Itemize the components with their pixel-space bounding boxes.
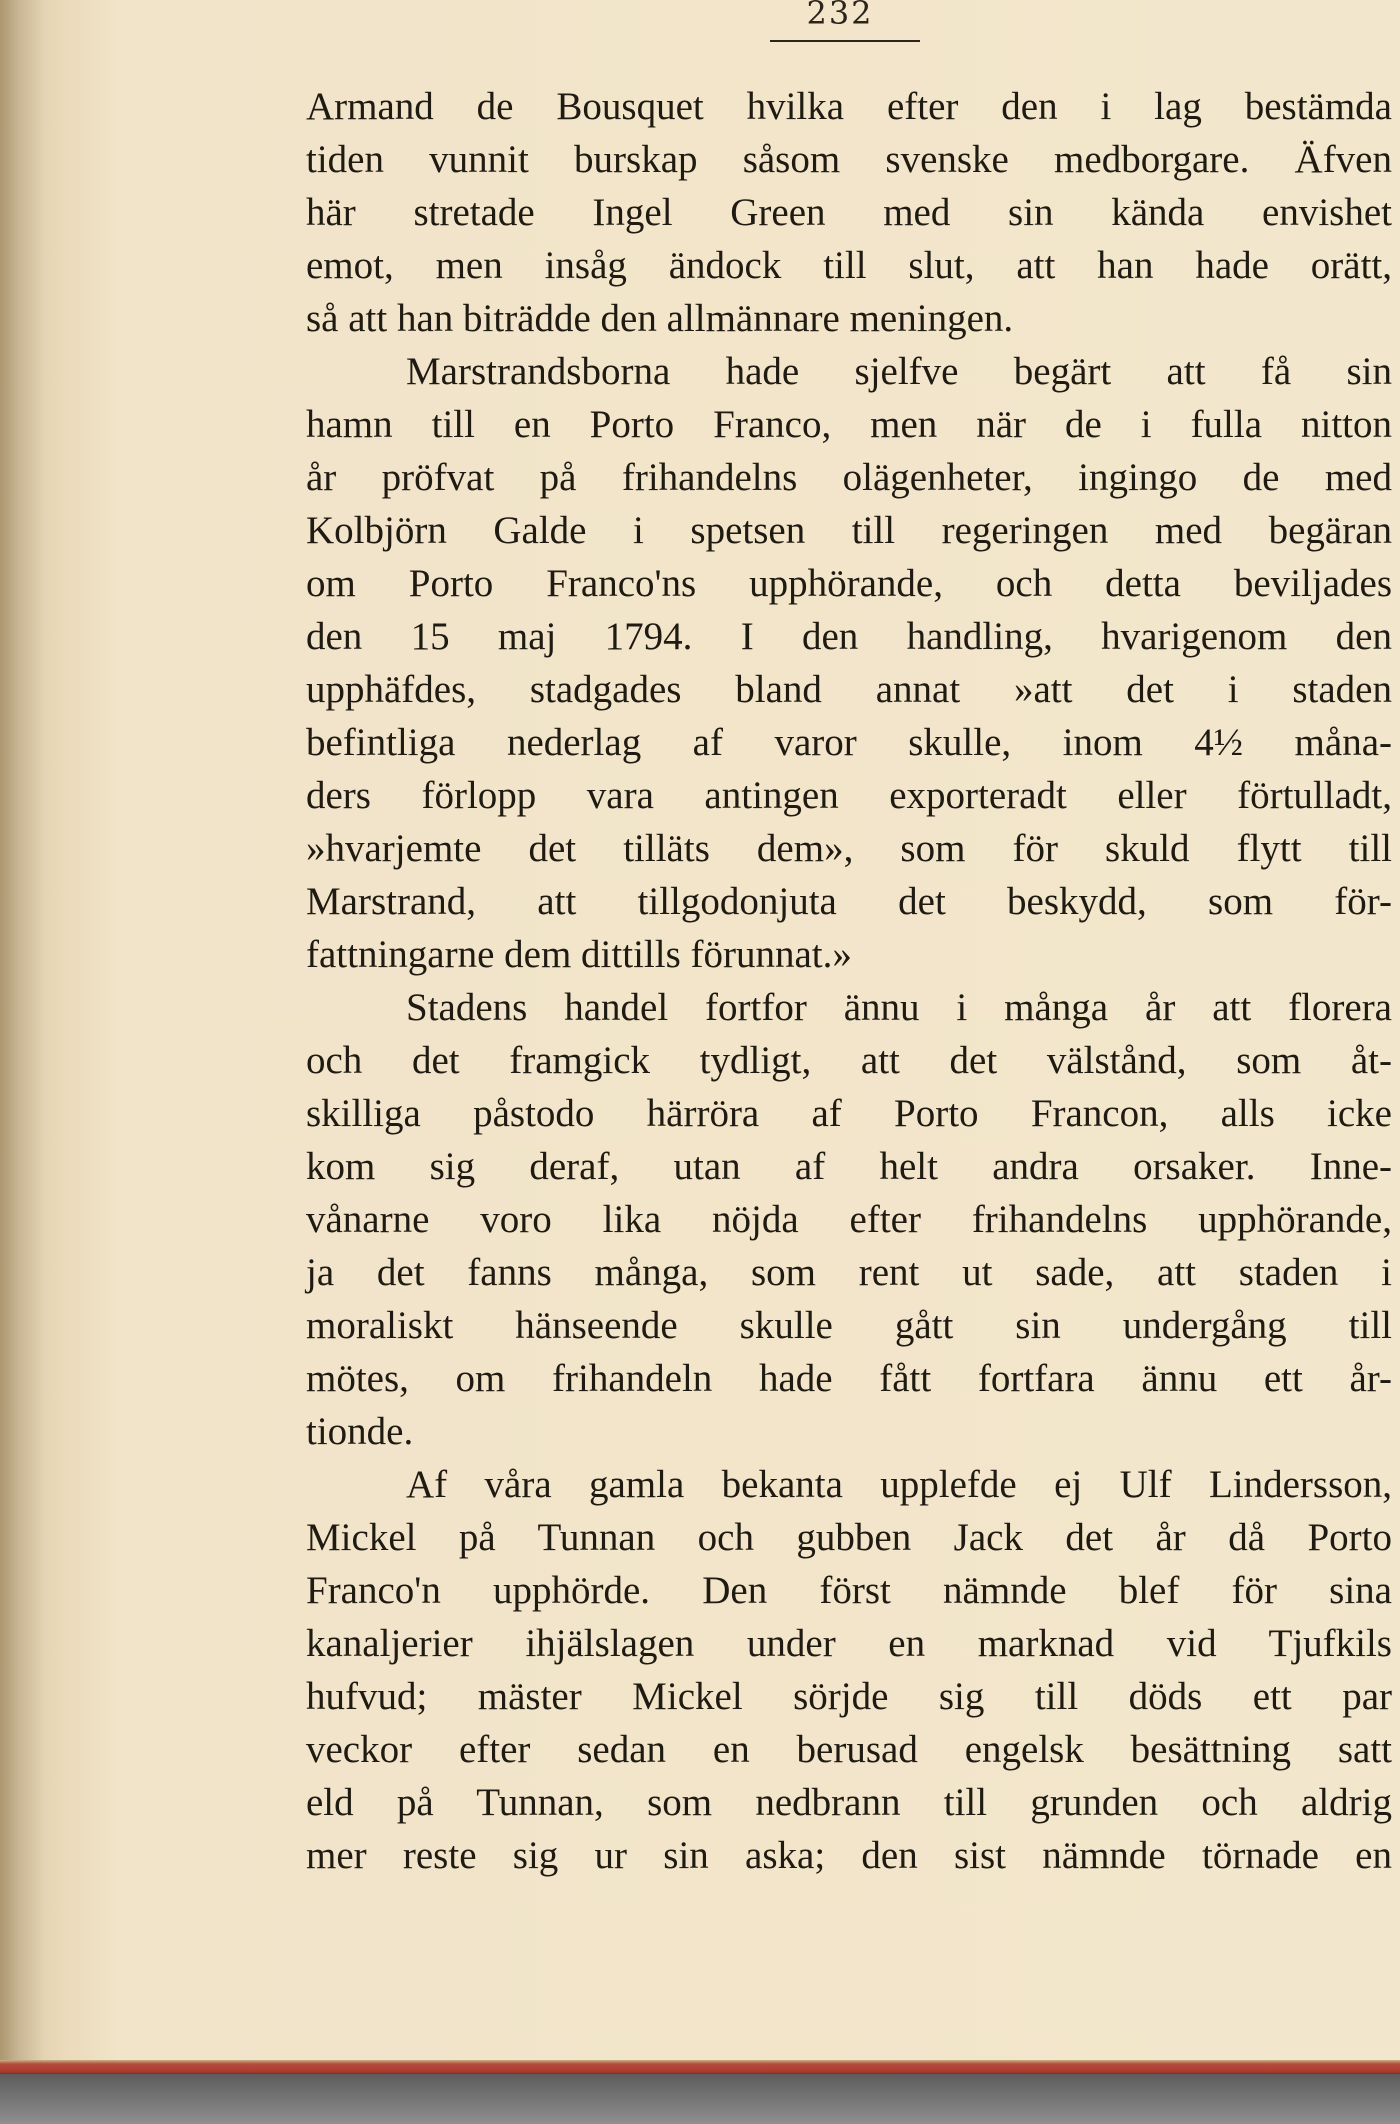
text-line: Af våra gamla bekanta upplefde ej Ulf Lindersson, <box>406 1463 1392 1506</box>
text-line: hamn till en Porto Franco, men när de i fulla nitton <box>306 403 1392 446</box>
text-line: kanaljerier ihjälslagen under en marknad vid Tjufkils <box>306 1622 1392 1665</box>
text-line: vånarne voro lika nöjda efter frihandelns upphörande, <box>306 1198 1392 1241</box>
text-line: veckor efter sedan en berusad engelsk besättning satt <box>306 1728 1392 1771</box>
text-line: så att han biträdde den allmännare meningen. <box>306 297 1014 340</box>
text-line: emot, men insåg ändock till slut, att han hade orätt, <box>306 244 1392 287</box>
paragraph <box>306 981 1392 1458</box>
text-line: Kolbjörn Galde i spetsen till regeringen med begäran <box>306 509 1392 552</box>
text-line: Armand de Bousquet hvilka efter den i lag bestämda <box>306 85 1392 128</box>
text-line: ders förlopp vara antingen exporteradt eller förtulladt, <box>306 774 1392 817</box>
text-line: och det framgick tydligt, att det välstånd, som åt- <box>306 1039 1392 1082</box>
text-line: Stadens handel fortfor ännu i många år att florera <box>406 986 1392 1029</box>
text-line: skilliga påstodo härröra af Porto Francon, alls icke <box>306 1092 1392 1135</box>
text-line: mötes, om frihandeln hade fått fortfara ännu ett år- <box>306 1357 1392 1400</box>
text-line: tionde. <box>306 1410 414 1453</box>
text-line: ja det fanns många, som rent ut sade, att staden i <box>306 1251 1392 1294</box>
page-number: 232 <box>806 0 874 32</box>
paragraph <box>306 345 1392 981</box>
header-rule <box>770 40 920 42</box>
text-line: om Porto Franco'ns upphörande, och detta beviljades <box>306 562 1392 605</box>
text-line: här stretade Ingel Green med sin kända envishet <box>306 191 1392 234</box>
text-line: tiden vunnit burskap såsom svenske medborgare. Äfven <box>306 138 1392 181</box>
text-line: »hvarjemte det tilläts dem», som för skuld flytt till <box>306 827 1392 870</box>
text-line: kom sig deraf, utan af helt andra orsaker. Inne- <box>306 1145 1392 1188</box>
text-line: år pröfvat på frihandelns olägenheter, ingingo de med <box>306 456 1392 499</box>
background-surface <box>0 2074 1400 2124</box>
text-line: Marstrandsborna hade sjelfve begärt att få sin <box>406 350 1392 393</box>
text-line: mer reste sig ur sin aska; den sist nämnde törnade en <box>306 1834 1392 1877</box>
text-line: eld på Tunnan, som nedbrann till grunden och aldrig <box>306 1781 1392 1824</box>
text-line: Mickel på Tunnan och gubben Jack det år då Porto <box>306 1516 1392 1559</box>
body-text <box>306 80 1392 1882</box>
text-line: moraliskt hänseende skulle gått sin undergång till <box>306 1304 1392 1347</box>
text-line: fattningarne dem dittills förunnat.» <box>306 933 852 976</box>
paragraph <box>306 1458 1392 1882</box>
text-line: upphäfdes, stadgades bland annat »att det i staden <box>306 668 1392 711</box>
gutter-shadow <box>0 0 45 2060</box>
page-edge <box>0 2060 1400 2074</box>
text-line: befintliga nederlag af varor skulle, inom 4½ måna- <box>306 721 1392 764</box>
text-line: Marstrand, att tillgodonjuta det beskydd, som för- <box>306 880 1392 923</box>
text-line: Franco'n upphörde. Den först nämnde blef för sina <box>306 1569 1392 1612</box>
text-line: hufvud; mäster Mickel sörjde sig till döds ett par <box>306 1675 1392 1718</box>
paragraph <box>306 80 1392 345</box>
text-line: den 15 maj 1794. I den handling, hvarigenom den <box>306 615 1392 658</box>
